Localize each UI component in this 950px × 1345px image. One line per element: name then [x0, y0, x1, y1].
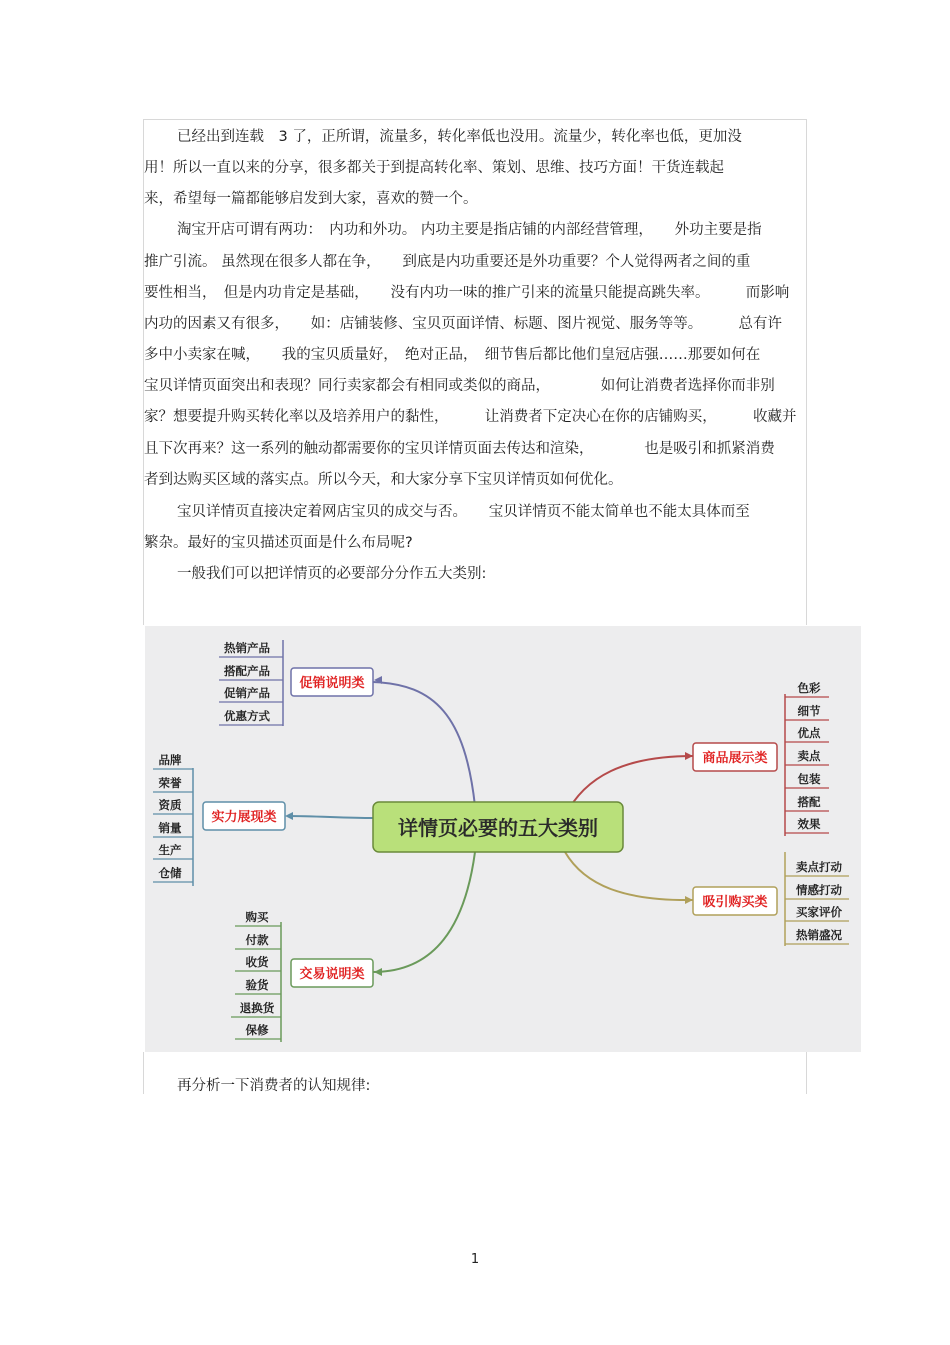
text-line: 宝贝详情页面突出和表现？同行卖家都会有相同或类似的商品， 如何让消费者选择你而非别: [144, 378, 775, 394]
connector-promo: [373, 682, 475, 806]
text-line: 淘宝开店可谓有两功： 内功和外功。 内功主要是指店铺的内部经营管理， 外功主要是指: [177, 222, 762, 238]
text-line: 推广引流。 虽然现在很多人都在争， 到底是内功重要还是外功重要？个人觉得两者之间的重: [144, 254, 751, 270]
text-line: 且下次再来？这一系列的触动都需要你的宝贝详情页面去传达和渲染， 也是吸引和抓紧消费: [144, 441, 775, 457]
leaf-item: 热销产品: [224, 641, 270, 655]
leaf-item: 促销产品: [224, 686, 270, 700]
leaf-item: 资质: [158, 798, 182, 812]
leaf-item: 优惠方式: [224, 709, 270, 723]
arrow-attract: [685, 896, 693, 904]
arrow-trade: [374, 968, 382, 976]
branch-label-attract: 吸引购买类: [702, 895, 768, 910]
center-title: 详情页必要的五大类别: [398, 816, 598, 840]
text-line: 者到达购买区域的落实点。所以今天，和大家分享下宝贝详情页如何优化。: [144, 472, 623, 488]
after-figure-text: 再分析一下消费者的认知规律:: [177, 1078, 371, 1094]
text-line: 要性相当， 但是内功肯定是基础， 没有内功一味的推广引来的流量只能提高跳失率。 而影响: [144, 285, 790, 301]
arrow-strength: [285, 812, 293, 820]
connector-trade: [373, 852, 475, 972]
leaf-item: 卖点打动: [796, 860, 842, 874]
connector-strength: [287, 816, 373, 818]
leaf-group-display: [785, 681, 829, 833]
leaf-item: 收货: [245, 955, 269, 969]
leaf-item: 情感打动: [796, 883, 842, 897]
leaf-item: 购买: [245, 910, 269, 924]
leaf-item: 退换货: [239, 1001, 275, 1015]
branch-label-display: 商品展示类: [702, 751, 768, 766]
leaf-group-attract: [785, 860, 849, 944]
leaf-item: 搭配: [797, 795, 821, 809]
text-line: 用！所以一直以来的分享，很多都关于到提高转化率、策划、思维、技巧方面！干货连载起: [144, 160, 724, 176]
leaf-item: 优点: [797, 726, 821, 740]
branch-label-strength: 实力展现类: [211, 810, 277, 825]
leaf-item: 生产: [158, 843, 182, 857]
leaf-item: 色彩: [797, 681, 821, 695]
leaf-item: 搭配产品: [224, 664, 270, 678]
leaf-item: 热销盛况: [796, 928, 842, 942]
leaf-item: 细节: [797, 704, 821, 718]
text-line: 已经出到连载 3 了，正所谓，流量多，转化率低也没用。流量少，转化率也低，更加没: [177, 129, 742, 145]
leaf-item: 包装: [797, 772, 821, 786]
leaf-item: 仓储: [158, 866, 182, 880]
text-line: 家？想要提升购买转化率以及培养用户的黏性， 让消费者下定决心在你的店铺购买， 收藏并: [144, 409, 797, 425]
leaf-item: 品牌: [158, 753, 182, 767]
leaf-item: 付款: [245, 933, 269, 947]
leaf-item: 效果: [797, 817, 821, 831]
leaf-item: 销量: [158, 821, 182, 835]
branch-label-promo: 促销说明类: [299, 676, 365, 691]
text-line: 内功的因素又有很多， 如：店铺装修、宝贝页面详情、标题、图片视觉、服务等等。 总有许: [144, 316, 782, 332]
leaf-item: 保修: [245, 1023, 269, 1037]
connector-attract: [565, 852, 693, 900]
leaf-group-strength: [153, 753, 193, 882]
mindmap-svg: [145, 626, 861, 1052]
text-line: 繁杂。最好的宝贝描述页面是什么布局呢?: [144, 535, 413, 551]
text-line: 宝贝详情页直接决定着网店宝贝的成交与否。 宝贝详情页不能太简单也不能太具体而至: [177, 504, 750, 520]
text-line: 一般我们可以把详情页的必要部分分作五大类别:: [177, 566, 487, 582]
leaf-group-trade: [231, 910, 281, 1039]
mindmap-figure: [145, 626, 861, 1052]
leaf-item: 买家评价: [796, 905, 842, 919]
leaf-item: 卖点: [797, 749, 821, 763]
text-line: 来，希望每一篇都能够启发到大家，喜欢的赞一个。: [144, 191, 478, 207]
text-line: 多中小卖家在喊， 我的宝贝质量好， 绝对正品， 细节售后都比他们皇冠店强……那要如何在: [144, 347, 761, 363]
leaf-item: 荣誉: [158, 776, 182, 790]
arrow-display: [685, 752, 693, 760]
leaf-group-promo: [219, 641, 283, 725]
branch-label-trade: 交易说明类: [299, 967, 365, 982]
leaf-item: 验货: [245, 978, 269, 992]
page-number: 1: [470, 1252, 480, 1267]
